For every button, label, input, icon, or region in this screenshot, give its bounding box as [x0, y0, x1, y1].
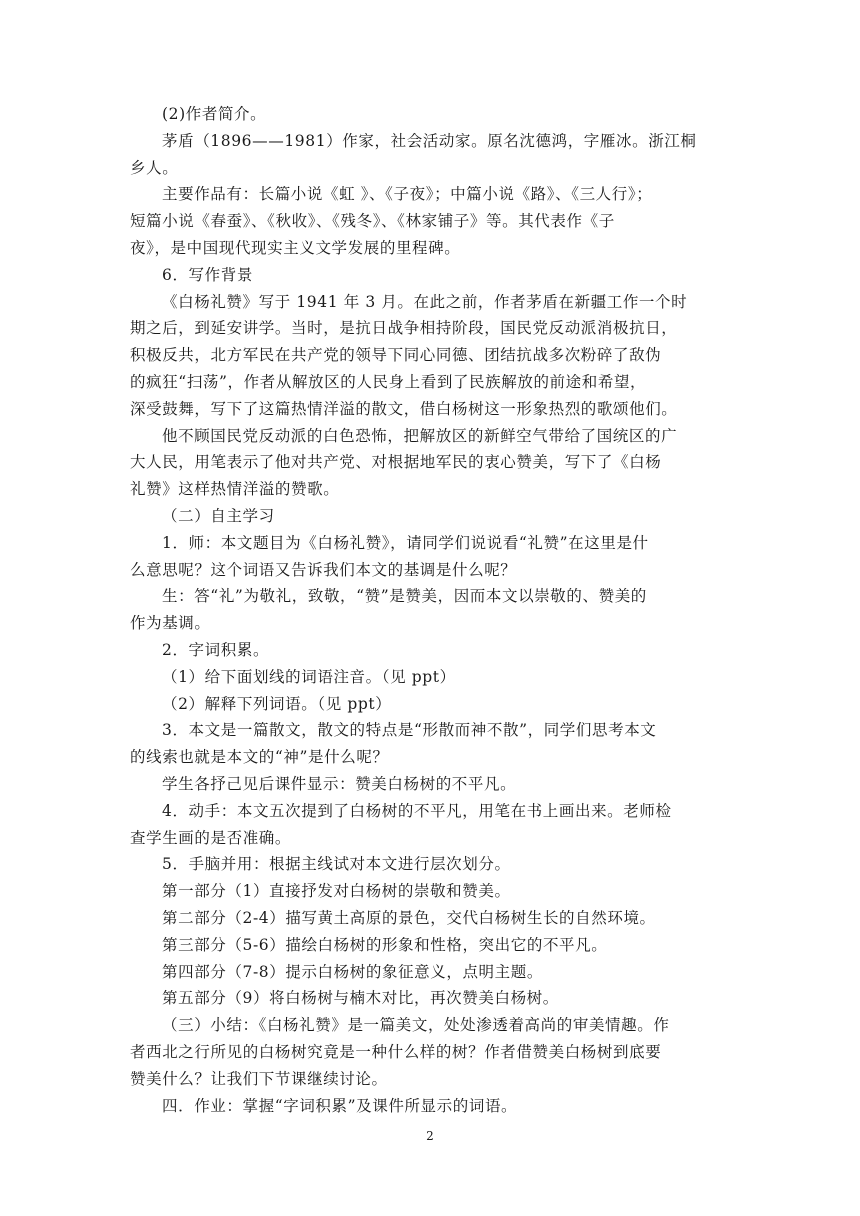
text-line: 赞美什么？让我们下节课继续讨论。: [130, 1070, 388, 1088]
text-line: 5．手脑并用：根据主线试对本文进行层次划分。: [162, 855, 511, 873]
page-number: 2: [426, 1129, 434, 1143]
text-line: 学生各抒己见后课件显示：赞美白杨树的不平凡。: [162, 775, 517, 793]
text-line: 3．本文是一篇散文，散文的特点是“形散而神不散”，同学们思考本文: [162, 721, 657, 739]
text-line: （2）解释下列词语。（见 ppt）: [162, 695, 392, 713]
text-line: 礼赞》这样热情洋溢的赞歌。: [130, 480, 340, 498]
text-line: 四．作业：掌握“字词积累”及课件所显示的词语。: [162, 1097, 518, 1115]
text-line: （三）小结：《白杨礼赞》是一篇美文，处处渗透着高尚的审美情趣。作: [162, 1016, 670, 1034]
text-line: 期之后，到延安讲学。当时，是抗日战争相持阶段，国民党反动派消极抗日，: [130, 319, 678, 337]
text-line: 生：答“礼”为敬礼，致敬，“赞”是赞美，因而本文以崇敬的、赞美的: [162, 587, 647, 605]
text-line: 者西北之行所见的白杨树究竟是一种什么样的树？作者借赞美白杨树到底要: [130, 1043, 662, 1061]
text-line: （1）给下面划线的词语注音。（见 ppt）: [162, 668, 456, 686]
text-line: (2)作者简介。: [162, 105, 267, 123]
text-line: 短篇小说《春蚕》、《秋收》、《残冬》、《林家铺子》等。其代表作《子: [130, 212, 615, 230]
text-line: 他不顾国民党反动派的白色恐怖，把解放区的新鲜空气带给了国统区的广: [162, 427, 678, 445]
text-line: 的疯狂“扫荡”，作者从解放区的人民身上看到了民族解放的前途和希望，: [130, 373, 647, 391]
text-line: 乡人。: [130, 159, 179, 177]
text-line: 查学生画的是否准确。: [130, 829, 292, 847]
text-line: 2．字词积累。: [162, 641, 270, 659]
text-line: 大人民，用笔表示了他对共产党、对根据地军民的衷心赞美，写下了《白杨: [130, 453, 662, 471]
text-line: 第五部分（9）将白杨树与楠木对比，再次赞美白杨树。: [162, 989, 559, 1007]
text-line: 1．师：本文题目为《白杨礼赞》，请同学们说说看“礼赞”在这里是什: [162, 534, 649, 552]
text-line: 茅盾（1896——1981）作家，社会活动家。原名沈德鸿，字雁冰。浙江桐: [162, 132, 697, 150]
text-line: 夜》，是中国现代现实主义文学发展的里程碑。: [130, 239, 461, 257]
text-line: 第三部分（5-6）描绘白杨树的形象和性格，突出它的不平凡。: [162, 936, 608, 954]
text-line: 深受鼓舞，写下了这篇热情洋溢的散文，借白杨树这一形象热烈的歌颂他们。: [130, 400, 678, 418]
text-line: 《白杨礼赞》写于 1941 年 3 月。在此之前，作者茅盾在新疆工作一个时: [162, 293, 688, 311]
text-line: 4．动手：本文五次提到了白杨树的不平凡，用笔在书上画出来。老师检: [162, 802, 672, 820]
text-line: 积极反共，北方军民在共产党的领导下同心同德、团结抗战多次粉碎了敌伪: [130, 346, 662, 364]
text-line: 么意思呢？这个词语又告诉我们本文的基调是什么呢？: [130, 561, 517, 579]
text-line: 第二部分（2-4）描写黄土高原的景色，交代白杨树生长的自然环境。: [162, 909, 656, 927]
text-line: 第四部分（7-8）提示白杨树的象征意义，点明主题。: [162, 963, 543, 981]
text-line: 的线索也就是本文的“神”是什么呢？: [130, 748, 389, 766]
section-heading: 6．写作背景: [162, 266, 253, 284]
text-line: 主要作品有：长篇小说《虹 》、《子夜》；中篇小说《路》、《三人行》；: [162, 185, 653, 203]
text-line: 作为基调。: [130, 614, 211, 632]
section-heading: （二）自主学习: [162, 507, 275, 525]
text-line: 第一部分（1）直接抒发对白杨树的崇敬和赞美。: [162, 882, 511, 900]
